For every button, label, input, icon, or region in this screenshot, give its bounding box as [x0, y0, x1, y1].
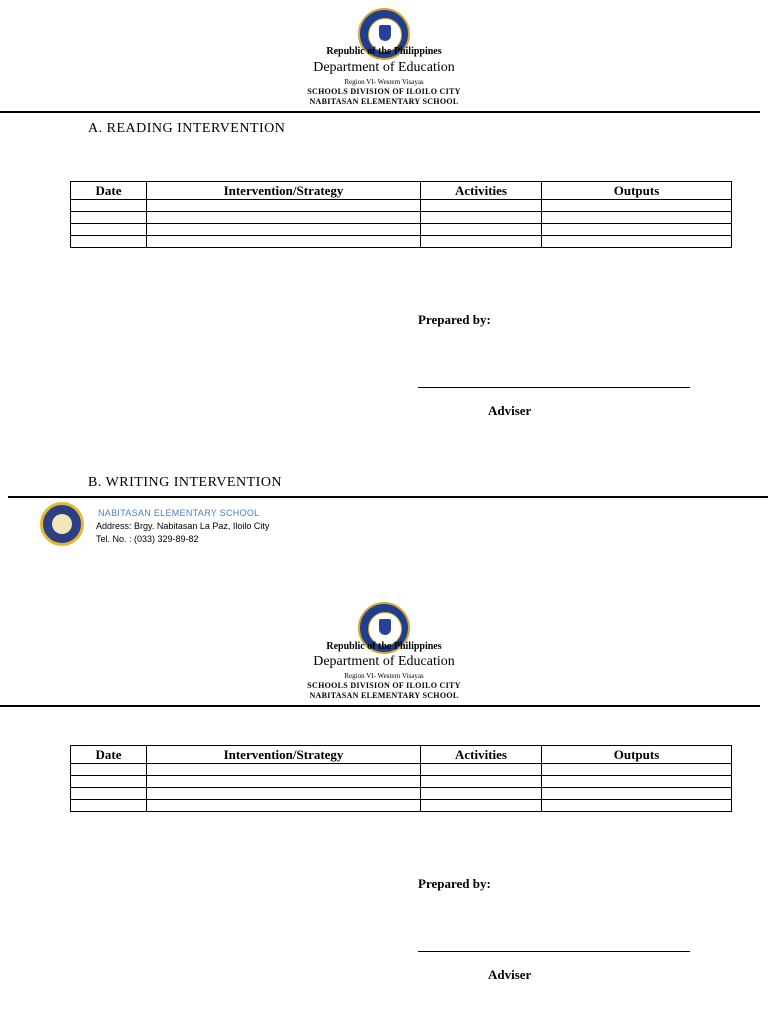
table-header-row: [71, 746, 732, 764]
school-logo: [40, 502, 84, 546]
column-header-outputs: Outputs: [542, 746, 732, 764]
table-cell[interactable]: [71, 224, 147, 236]
region-label: Region VI- Western Visayas: [344, 672, 424, 680]
column-header-date: Date: [71, 182, 147, 200]
table-row: [71, 236, 732, 248]
table-cell[interactable]: [542, 236, 732, 248]
table-cell[interactable]: [421, 764, 542, 776]
table-row: [71, 212, 732, 224]
table-row: [71, 800, 732, 812]
table-row: [71, 224, 732, 236]
adviser-label: Adviser: [488, 967, 532, 982]
table-cell[interactable]: [542, 200, 732, 212]
table-row: [71, 764, 732, 776]
column-header-date: Date: [71, 746, 147, 764]
region-label: Region VI- Western Visayas: [344, 78, 424, 86]
table-cell[interactable]: [542, 788, 732, 800]
column-header-activities: Activities: [421, 182, 542, 200]
writing-intervention-table: [70, 745, 732, 812]
table-cell[interactable]: [421, 200, 542, 212]
table-cell[interactable]: [71, 236, 147, 248]
footer-divider: [8, 496, 768, 498]
table-cell[interactable]: [542, 776, 732, 788]
division-label: SCHOOLS DIVISION OF ILOILO CITY: [307, 681, 461, 690]
department-title: Department of Education: [313, 654, 455, 669]
prepared-by-label: Prepared by:: [418, 876, 491, 891]
table-cell[interactable]: [421, 776, 542, 788]
table-cell[interactable]: [147, 236, 421, 248]
column-header-intervention: Intervention/Strategy: [147, 182, 421, 200]
column-header-activities: Activities: [421, 746, 542, 764]
table-cell[interactable]: [71, 764, 147, 776]
table-cell[interactable]: [147, 776, 421, 788]
adviser-label: Adviser: [488, 403, 532, 418]
table-cell[interactable]: [71, 800, 147, 812]
table-cell[interactable]: [71, 776, 147, 788]
footer-tel: Tel. No. : (033) 329-89-82: [96, 534, 199, 544]
table-cell[interactable]: [421, 224, 542, 236]
table-row: [71, 788, 732, 800]
section-a-title: A. READING INTERVENTION: [88, 121, 286, 136]
republic-label: Republic of the Philippines: [326, 641, 442, 652]
table-cell[interactable]: [147, 200, 421, 212]
table-header-row: [71, 182, 732, 200]
reading-intervention-table: [70, 181, 732, 248]
table-cell[interactable]: [421, 236, 542, 248]
table-cell[interactable]: [421, 212, 542, 224]
table-row: [71, 200, 732, 212]
table-cell[interactable]: [147, 764, 421, 776]
footer-address: Address: Brgy. Nabitasan La Paz, Iloilo City: [96, 521, 270, 531]
school-label: NABITASAN ELEMENTARY SCHOOL: [309, 97, 459, 106]
signature-line: [418, 951, 690, 952]
table-cell[interactable]: [421, 788, 542, 800]
table-cell[interactable]: [542, 764, 732, 776]
table-cell[interactable]: [542, 224, 732, 236]
table-cell[interactable]: [147, 224, 421, 236]
table-cell[interactable]: [147, 800, 421, 812]
table-cell[interactable]: [542, 800, 732, 812]
table-row: [71, 776, 732, 788]
school-label: NABITASAN ELEMENTARY SCHOOL: [309, 691, 459, 700]
column-header-outputs: Outputs: [542, 182, 732, 200]
division-label: SCHOOLS DIVISION OF ILOILO CITY: [307, 87, 461, 96]
table-cell[interactable]: [71, 212, 147, 224]
table-cell[interactable]: [71, 788, 147, 800]
section-b-title: B. WRITING INTERVENTION: [88, 475, 283, 490]
prepared-by-label: Prepared by:: [418, 312, 491, 327]
table-cell[interactable]: [542, 212, 732, 224]
header-divider: [0, 705, 760, 707]
republic-label: Republic of the Philippines: [326, 46, 442, 57]
footer-school-name: NABITASAN ELEMENTARY SCHOOL: [98, 508, 260, 518]
column-header-intervention: Intervention/Strategy: [147, 746, 421, 764]
table-cell[interactable]: [421, 800, 542, 812]
table-cell[interactable]: [147, 212, 421, 224]
signature-line: [418, 387, 690, 388]
department-title: Department of Education: [313, 60, 455, 75]
table-cell[interactable]: [71, 200, 147, 212]
header-divider: [0, 111, 760, 113]
table-cell[interactable]: [147, 788, 421, 800]
